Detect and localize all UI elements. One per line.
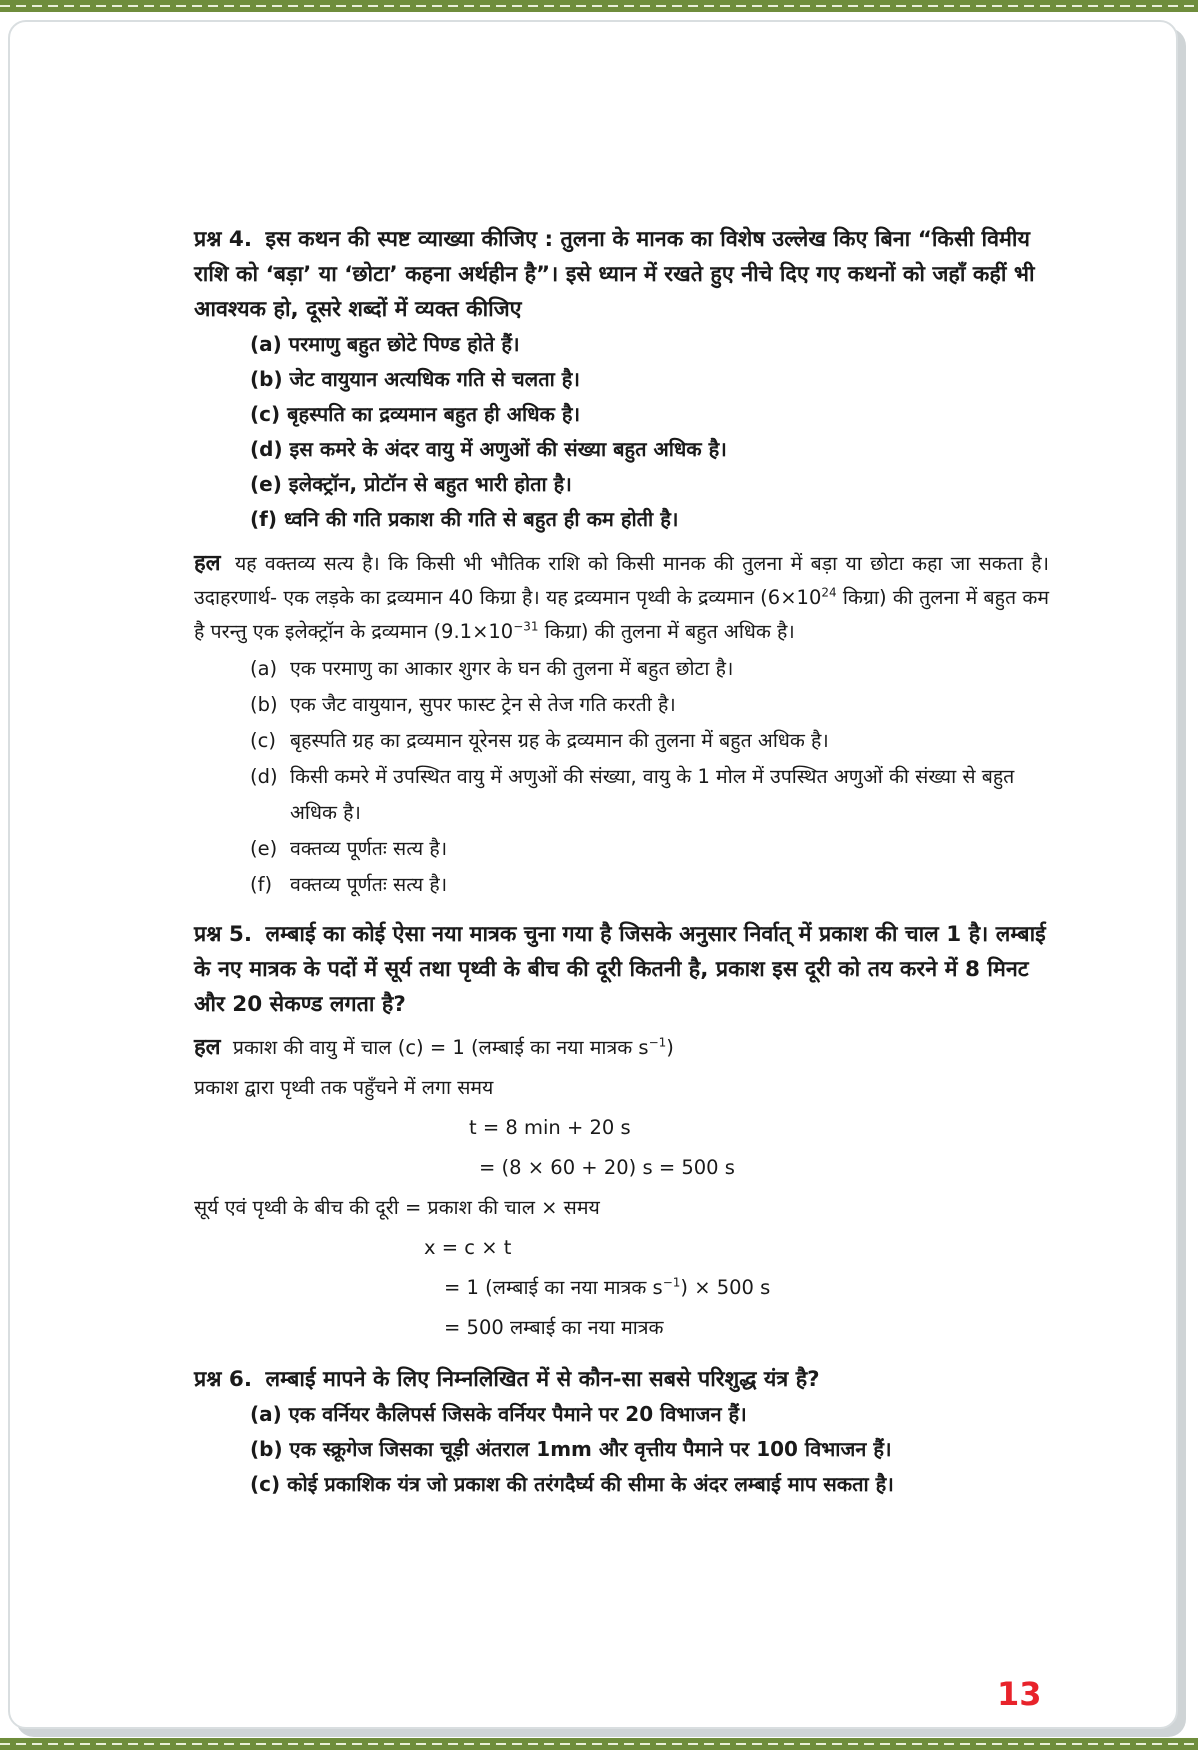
question-5-text: लम्बाई का कोई ऐसा नया मात्रक चुना गया है जिसके अनुसार निर्वात् में प्रकाश की चाल 1 है। लम्बाई के नए मात्रक के पदों में सूर्य तथा पृथ्वी के बीच की दूरी कितनी है, प्रकाश इस दूरी को तय करने में 8 मिनट और 20 सेकण्ड लगता है? (194, 922, 1046, 1017)
option-item: (f) ध्वनि की गति प्रकाश की गति से बहुत ही कम होती है। (250, 507, 679, 531)
exponent: −1 (648, 1035, 667, 1050)
option-item: (b) जेट वायुयान अत्यधिक गति से चलता है। (250, 367, 580, 391)
question-5 (194, 917, 1049, 1022)
answer-item (250, 831, 1049, 867)
solution-5-speed: प्रकाश की वायु में चाल (c) = 1 (लम्बाई का नया मात्रक s (232, 1036, 649, 1059)
answer-item (250, 651, 1049, 687)
answer-key: (a) (250, 657, 278, 680)
answer-item (250, 723, 1049, 759)
answer-text: एक जैट वायुयान, सुपर फास्ट ट्रेन से तेज गति करती है। (290, 693, 676, 716)
question-6-options (250, 1397, 1049, 1502)
equation-distance-result: = 500 लम्बाई का नया मात्रक (444, 1316, 664, 1339)
option-item: (c) कोई प्रकाशिक यंत्र जो प्रकाश की तरंगदैर्घ्य की सीमा के अंदर लम्बाई माप सकता है। (250, 1472, 894, 1496)
answer-text: बृहस्पति ग्रह का द्रव्यमान यूरेनस ग्रह के द्रव्यमान की तुलना में बहुत अधिक है। (290, 729, 829, 752)
option-item: (a) परमाणु बहुत छोटे पिण्ड होते हैं। (250, 332, 520, 356)
top-border-stripe (0, 0, 1198, 12)
option-item: (e) इलेक्ट्रॉन, प्रोटॉन से बहुत भारी होता है। (250, 472, 572, 496)
answer-item (250, 687, 1049, 723)
equation-step-a: = 1 (लम्बाई का नया मात्रक s (444, 1276, 663, 1299)
answer-text: एक परमाणु का आकार शुगर के घन की तुलना में बहुत छोटा है। (290, 657, 734, 680)
question-6 (194, 1362, 1049, 1397)
question-4 (194, 222, 1049, 327)
equation-time: t = 8 min + 20 s (469, 1116, 631, 1139)
question-6-text: लम्बाई मापने के लिए निम्नलिखित में से कौन-सा सबसे परिशुद्ध यंत्र है? (265, 1367, 820, 1392)
bottom-border-stripe (0, 1738, 1198, 1750)
equation-time-result: = (8 × 60 + 20) s = 500 s (479, 1156, 735, 1179)
exponent: −1 (662, 1275, 681, 1290)
solution-4-answers (250, 651, 1049, 903)
answer-key: (d) (250, 765, 278, 788)
solution-4-text-3: किग्रा) की तुलना में बहुत अधिक है। (538, 620, 795, 643)
solution-4 (194, 547, 1049, 649)
solution-4-text-2: किग्रा) की तुलना में बहुत कम है परन्तु एक इलेक्ट्रॉन के द्रव्यमान (9.1×10 (194, 586, 1049, 643)
answer-text: किसी कमरे में उपस्थित वायु में अणुओं की संख्या, वायु के 1 मोल में उपस्थित अणुओं की संख्या से बहुत अधिक है। (290, 765, 1015, 824)
answer-key: (b) (250, 693, 278, 716)
solution-5-line-1 (194, 1028, 1049, 1068)
equation-step-b: ) × 500 s (680, 1276, 771, 1299)
option-item: (a) एक वर्नियर कैलिपर्स जिसके वर्नियर पैमाने पर 20 विभाजन हैं। (250, 1402, 747, 1426)
exponent: −31 (513, 619, 539, 634)
answer-item (250, 759, 1049, 831)
page-number: 13 (997, 1675, 1042, 1713)
solution-5-line-2: प्रकाश द्वारा पृथ्वी तक पहुँचने में लगा समय (194, 1076, 494, 1099)
question-5-label: प्रश्न 5. (194, 922, 253, 947)
question-6-label: प्रश्न 6. (194, 1367, 253, 1392)
option-item: (d) इस कमरे के अंदर वायु में अणुओं की संख्या बहुत अधिक है। (250, 437, 727, 461)
question-4-text: इस कथन की स्पष्ट व्याख्या कीजिए : तुलना के मानक का विशेष उल्लेख किए बिना “किसी विमीय राशि को ‘बड़ा’ या ‘छोटा’ कहना अर्थहीन है”। इसे ध्यान में रखते हुए नीचे दिए गए कथनों को जहाँ कहीं भी आवश्यक हो, दूसरे शब्दों में व्यक्त कीजिए (194, 227, 1035, 322)
answer-key: (f) (250, 873, 273, 896)
option-item: (b) एक स्क्रूगेज जिसका चूड़ी अंतराल 1mm और वृत्तीय पैमाने पर 100 विभाजन हैं। (250, 1437, 892, 1461)
answer-text: वक्तव्य पूर्णतः सत्य है। (290, 873, 448, 896)
answer-item (250, 867, 1049, 903)
equation-distance-step (194, 1268, 1049, 1308)
answer-key: (e) (250, 837, 278, 860)
solution-4-label: हल (194, 551, 221, 576)
equation-distance: x = c × t (424, 1236, 512, 1259)
solution-4-text-1: यह वक्तव्य सत्य है। कि किसी भी भौतिक राशि को किसी मानक की तुलना में बड़ा या छोटा कहा जा सकता है। उदाहरणार्थ- एक लड़के का द्रव्यमान 40 किग्रा है। यह द्रव्यमान पृथ्वी के द्रव्यमान (6×10 (194, 552, 1050, 609)
answer-key: (c) (250, 729, 276, 752)
exponent: 24 (821, 585, 837, 600)
solution-5-speed-close: ) (666, 1036, 674, 1059)
solution-5-line-3: सूर्य एवं पृथ्वी के बीच की दूरी = प्रकाश की चाल × समय (194, 1196, 600, 1219)
option-item: (c) बृहस्पति का द्रव्यमान बहुत ही अधिक है। (250, 402, 581, 426)
page-content (194, 222, 1049, 1502)
question-4-label: प्रश्न 4. (194, 227, 253, 252)
solution-5-label: हल (194, 1035, 221, 1060)
question-4-options (250, 327, 1049, 537)
answer-text: वक्तव्य पूर्णतः सत्य है। (290, 837, 448, 860)
